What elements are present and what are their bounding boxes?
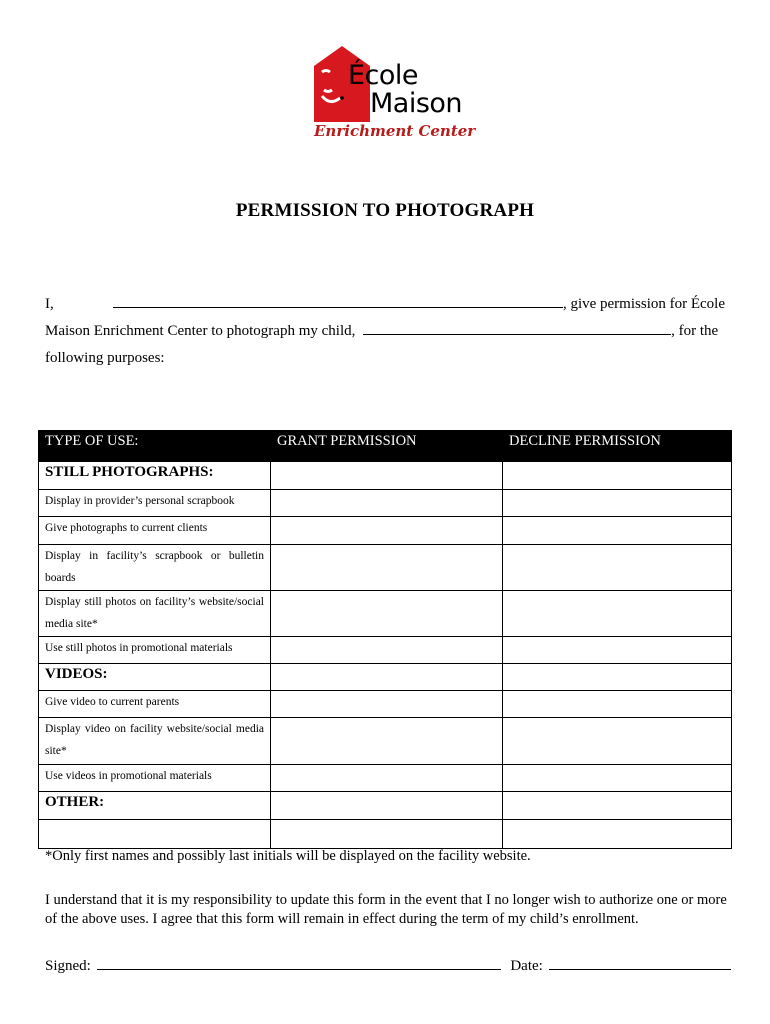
table-row: [39, 637, 732, 664]
decline-cell[interactable]: [503, 718, 732, 765]
logo-line-ecole: École: [348, 60, 419, 91]
intro-line-1: [45, 291, 725, 318]
decline-cell[interactable]: [503, 637, 732, 664]
grant-cell[interactable]: [271, 462, 503, 490]
decline-cell[interactable]: [503, 664, 732, 691]
use-item: Display video on facility website/social media site*: [39, 718, 271, 765]
use-item: Display still photos on facility’s website/social media site*: [39, 591, 271, 637]
grant-cell[interactable]: [271, 718, 503, 765]
signed-label: Signed:: [45, 958, 91, 974]
grant-cell[interactable]: [271, 820, 503, 849]
use-item: Display in provider’s personal scrapbook: [39, 490, 271, 517]
decline-cell[interactable]: [503, 792, 732, 820]
grant-cell[interactable]: [271, 792, 503, 820]
signature-row: [45, 954, 731, 975]
section-row-videos: [39, 664, 732, 691]
use-item: Give photographs to current clients: [39, 517, 271, 545]
page-title: PERMISSION TO PHOTOGRAPH: [235, 200, 535, 221]
use-item: Give video to current parents: [39, 691, 271, 718]
grant-cell[interactable]: [271, 517, 503, 545]
intro-photograph-child: Maison Enrichment Center to photograph my child,: [45, 323, 356, 339]
permission-table: [38, 430, 732, 849]
decline-cell[interactable]: [503, 591, 732, 637]
grant-cell[interactable]: [271, 490, 503, 517]
section-row-other: [39, 792, 732, 820]
section-row-still-photographs: [39, 462, 732, 490]
intro-line-2: [45, 318, 725, 345]
date-label: Date:: [510, 958, 543, 974]
decline-cell[interactable]: [503, 545, 732, 591]
understanding-statement: I understand that it is my responsibility to update this form in the event that I no longer wish to authorize one or more of the above uses. I agree that this form will remain in effect during the term of my child’s enrollment.: [45, 892, 727, 927]
header-type-of-use: TYPE OF USE:: [39, 431, 271, 462]
section-label: VIDEOS:: [39, 664, 271, 691]
table-row: [39, 490, 732, 517]
header-decline-permission: DECLINE PERMISSION: [503, 431, 732, 462]
decline-cell[interactable]: [503, 462, 732, 490]
decline-cell[interactable]: [503, 765, 732, 792]
grant-cell[interactable]: [271, 765, 503, 792]
logo-subtitle: Enrichment Center: [314, 122, 476, 140]
table-header-row: [39, 431, 732, 462]
table-row: [39, 591, 732, 637]
table-row: [39, 718, 732, 765]
use-item: Use videos in promotional materials: [39, 765, 271, 792]
parent-name-field[interactable]: [113, 292, 563, 308]
section-label: STILL PHOTOGRAPHS:: [39, 462, 271, 490]
use-item: Display in facility’s scrapbook or bulletin boards: [39, 545, 271, 591]
grant-cell[interactable]: [271, 664, 503, 691]
header-grant-permission: GRANT PERMISSION: [271, 431, 503, 462]
other-use-field[interactable]: [39, 820, 271, 849]
grant-cell[interactable]: [271, 637, 503, 664]
table-row: [39, 765, 732, 792]
intro-i-label: I,: [45, 296, 54, 312]
table-row: [39, 545, 732, 591]
intro-for-the: , for the: [671, 323, 719, 339]
table-row: [39, 691, 732, 718]
decline-cell[interactable]: [503, 490, 732, 517]
grant-cell[interactable]: [271, 591, 503, 637]
grant-cell[interactable]: [271, 545, 503, 591]
section-label: OTHER:: [39, 792, 271, 820]
ecole-maison-logo: [312, 44, 476, 146]
grant-cell[interactable]: [271, 691, 503, 718]
use-item: Use still photos in promotional materials: [39, 637, 271, 664]
logo-line-maison: Maison: [370, 88, 463, 119]
intro-give-permission: , give permission for École: [562, 296, 725, 312]
decline-cell[interactable]: [503, 517, 732, 545]
decline-cell[interactable]: [503, 691, 732, 718]
intro-line-3: following purposes:: [45, 350, 165, 366]
footnote-first-names: *Only first names and possibly last initials will be displayed on the facility website.: [45, 848, 531, 864]
decline-cell[interactable]: [503, 820, 732, 849]
signature-field[interactable]: [97, 954, 501, 970]
child-name-field[interactable]: [363, 319, 671, 335]
table-row: [39, 517, 732, 545]
table-row: [39, 820, 732, 849]
date-field[interactable]: [549, 954, 731, 970]
